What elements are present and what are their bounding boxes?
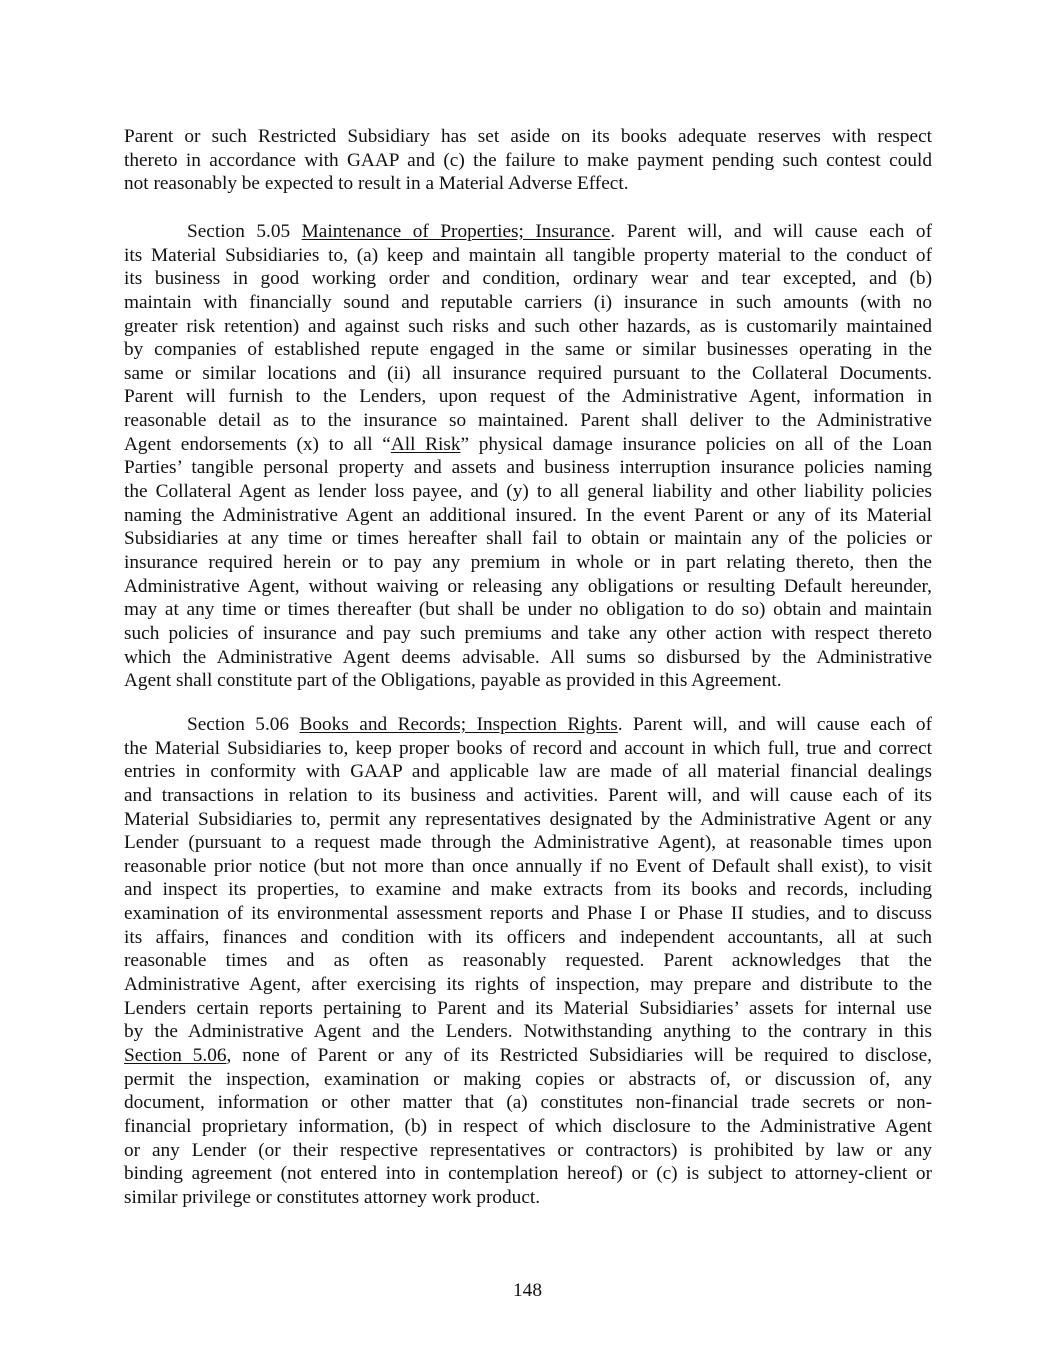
text-segment: Administrative Agent, without waiving or releasing any obligations or resulting Default hereunder, [124, 575, 932, 597]
text-segment: examination of its environmental assessment reports and Phase I or Phase II studies, and to discuss [124, 903, 932, 925]
text-line [124, 713, 932, 737]
text-line [124, 1115, 932, 1139]
text-segment: or any Lender (or their respective representatives or contractors) is prohibited by law or any [124, 1139, 932, 1161]
paragraph-section-5-06 [124, 713, 932, 1209]
text-segment: by companies of established repute engaged in the same or similar businesses operating in the [124, 339, 932, 361]
underlined-heading: Section 5.06 [124, 1044, 227, 1066]
text-line [124, 315, 932, 339]
text-line [124, 1091, 932, 1115]
text-line [124, 997, 932, 1021]
text-segment: maintain with financially sound and reputable carriers (i) insurance in such amounts (with no [124, 291, 932, 313]
text-line [124, 504, 932, 528]
text-line [124, 456, 932, 480]
text-segment: its affairs, finances and condition with its officers and independent accountants, all at such [124, 926, 932, 948]
text-line [124, 1020, 932, 1044]
text-line [124, 362, 932, 386]
text-line [124, 291, 932, 315]
text-line [124, 433, 932, 457]
text-line [124, 1139, 932, 1163]
paragraph-section-5-05 [124, 220, 932, 693]
text-segment: Parent or such Restricted Subsidiary has set aside on its books adequate reserves with respect [124, 126, 932, 147]
text-segment: insurance required herein or to pay any premium in whole or in part relating thereto, then the [124, 551, 932, 573]
text-segment: the Material Subsidiaries to, keep proper books of record and account in which full, true and correct [124, 737, 932, 759]
underlined-heading: All Risk [390, 433, 461, 455]
text-segment: binding agreement (not entered into in contemplation hereof) or (c) is subject to attorney-client or [124, 1163, 932, 1185]
text-line [124, 1186, 932, 1210]
text-segment: Material Subsidiaries to, permit any representatives designated by the Administrative Agent or any [124, 808, 932, 830]
text-line [124, 902, 932, 926]
underlined-heading: Books and Records; Inspection Rights [299, 714, 618, 735]
text-segment: not reasonably be expected to result in a Material Adverse Effect. [124, 173, 629, 195]
text-segment: . Parent will, and will cause each of [617, 714, 932, 735]
text-line [124, 220, 932, 244]
text-segment: greater risk retention) and against such risks and such other hazards, as is customarily maintained [124, 315, 932, 337]
text-segment: naming the Administrative Agent an additional insured. In the event Parent or any of its Material [124, 504, 932, 526]
text-segment: reasonable times and as often as reasonably requested. Parent acknowledges that the [124, 950, 932, 972]
text-line [124, 1162, 932, 1186]
text-segment: same or similar locations and (ii) all insurance required pursuant to the Collateral Documents. [124, 362, 932, 384]
text-line [124, 125, 932, 149]
text-segment: by the Administrative Agent and the Lenders. Notwithstanding anything to the contrary in this [124, 1021, 932, 1043]
text-segment: Subsidiaries at any time or times hereafter shall fail to obtain or maintain any of the policies or [124, 528, 932, 550]
text-segment: the Collateral Agent as lender loss payee, and (y) to all general liability and other liability policies [124, 481, 932, 503]
text-segment: Lenders certain reports pertaining to Parent and its Material Subsidiaries’ assets for internal use [124, 997, 932, 1019]
text-line [124, 737, 932, 761]
text-line [124, 409, 932, 433]
text-segment: permit the inspection, examination or making copies or abstracts of, or discussion of, any [124, 1068, 932, 1090]
text-line [124, 172, 932, 196]
text-line [124, 385, 932, 409]
text-line [124, 646, 932, 670]
text-line [124, 831, 932, 855]
text-segment: its Material Subsidiaries to, (a) keep and maintain all tangible property material to the conduct of [124, 244, 932, 266]
text-segment: similar privilege or constitutes attorney work product. [124, 1186, 541, 1208]
text-segment: financial proprietary information, (b) in respect of which disclosure to the Administrative Agent [124, 1115, 932, 1137]
underlined-heading: Maintenance of Properties; Insurance [301, 221, 611, 242]
text-line [124, 149, 932, 173]
text-segment: thereto in accordance with GAAP and (c) the failure to make payment pending such contest could [124, 149, 932, 171]
text-segment: Section 5.06 [187, 714, 300, 735]
text-segment: Lender (pursuant to a request made through the Administrative Agent), at reasonable times upon [124, 832, 932, 854]
text-segment: document, information or other matter that (a) constitutes non-financial trade secrets or non- [124, 1092, 932, 1114]
text-line [124, 598, 932, 622]
text-line [124, 949, 932, 973]
text-segment: may at any time or times thereafter (but shall be under no obligation to do so) obtain and maintain [124, 599, 932, 621]
text-line [124, 784, 932, 808]
text-line [124, 855, 932, 879]
text-segment: entries in conformity with GAAP and applicable law are made of all material financial dealings [124, 761, 932, 783]
text-line [124, 926, 932, 950]
text-line [124, 244, 932, 268]
text-line [124, 1044, 932, 1068]
text-line [124, 878, 932, 902]
text-segment: Section 5.05 [187, 221, 302, 242]
text-segment: its business in good working order and condition, ordinary wear and tear excepted, and (b) [124, 268, 932, 290]
text-line [124, 551, 932, 575]
text-segment: Agent endorsements (x) to all “ [124, 433, 391, 455]
text-segment: which the Administrative Agent deems advisable. All sums so disbursed by the Administrative [124, 646, 932, 668]
page-number: 148 [513, 1280, 542, 1301]
text-segment: such policies of insurance and pay such premiums and take any other action with respect thereto [124, 622, 932, 644]
text-segment: reasonable prior notice (but not more than once annually if no Event of Default shall exist), to visit [124, 855, 932, 877]
text-segment: Agent shall constitute part of the Obligations, payable as provided in this Agreement. [124, 670, 782, 692]
text-segment: . Parent will, and will cause each of [610, 221, 932, 242]
text-line [124, 338, 932, 362]
text-line [124, 622, 932, 646]
text-line [124, 760, 932, 784]
text-line [124, 527, 932, 551]
text-segment: Parties’ tangible personal property and assets and business interruption insurance policies naming [124, 457, 932, 479]
paragraph-continuation [124, 125, 932, 196]
text-segment: reasonable detail as to the insurance so maintained. Parent shall deliver to the Administrative [124, 410, 932, 432]
text-line [124, 1068, 932, 1092]
text-line [124, 973, 932, 997]
text-line [124, 480, 932, 504]
text-segment: and transactions in relation to its business and activities. Parent will, and will cause each of its [124, 784, 932, 806]
text-segment: and inspect its properties, to examine and make extracts from its books and records, including [124, 879, 932, 901]
text-line [124, 267, 932, 291]
text-line [124, 575, 932, 599]
text-line [124, 808, 932, 832]
text-segment: , none of Parent or any of its Restricted Subsidiaries will be required to disclose, [226, 1044, 932, 1066]
text-segment: ” physical damage insurance policies on all of the Loan [460, 433, 932, 455]
text-segment: Parent will furnish to the Lenders, upon request of the Administrative Agent, information in [124, 386, 932, 408]
text-line [124, 669, 932, 693]
text-segment: Administrative Agent, after exercising its rights of inspection, may prepare and distribute to the [124, 974, 932, 996]
